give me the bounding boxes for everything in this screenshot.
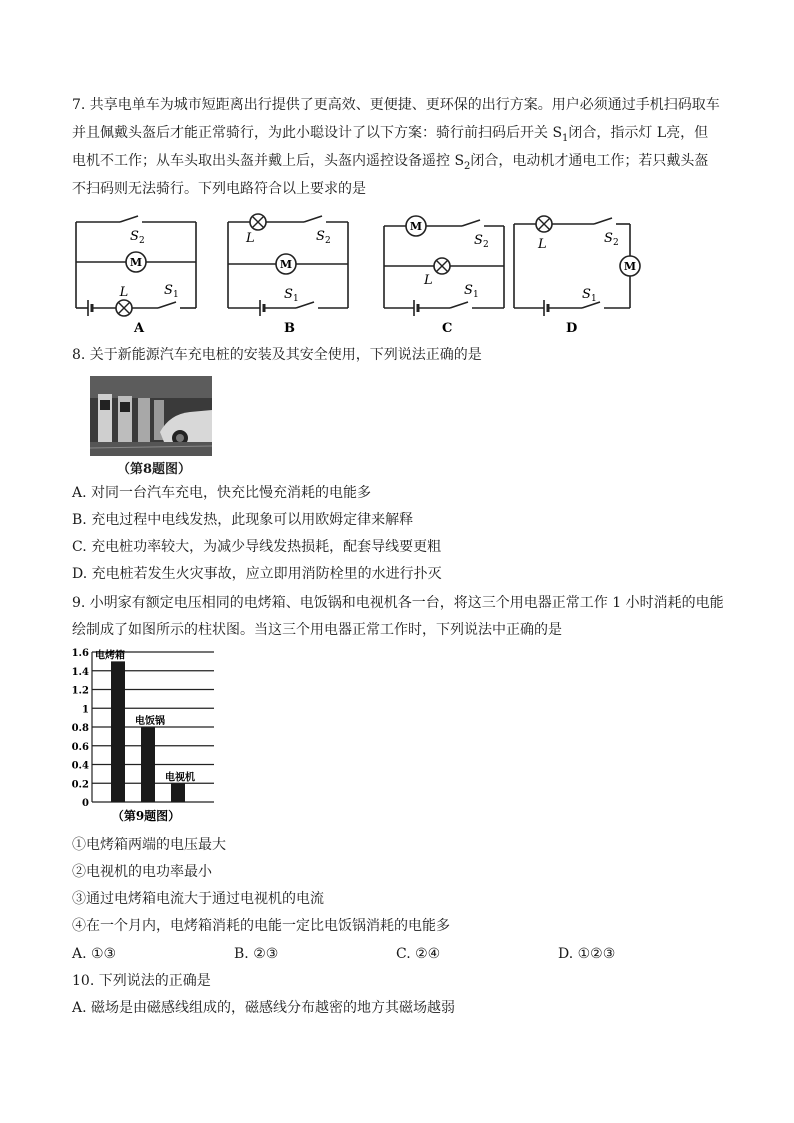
subscript: 1 (591, 294, 597, 304)
subscript: 1 (473, 290, 479, 300)
q8-option-a: A. 对同一台汽车充电，快充比慢充消耗的电能多 (72, 485, 372, 501)
q8-option-c: C. 充电桩功率较大，为减少导线发热损耗，配套导线要更粗 (72, 539, 442, 555)
switch-label: S (604, 231, 613, 246)
bar-chart-svg (71, 646, 226, 830)
lamp-icon (536, 216, 552, 232)
switch-label: S (316, 229, 325, 244)
lamp-label: L (119, 285, 129, 300)
charging-station-photo (90, 376, 212, 456)
circuit-a (72, 214, 202, 336)
q8-option-b: B. 充电过程中电线发热，此现象可以用欧姆定律来解释 (72, 512, 414, 528)
lamp-icon (116, 300, 132, 316)
bar (111, 661, 125, 802)
figure-8-caption: （第8题图） (117, 462, 192, 477)
q9-line-1: 9. 小明家有额定电压相同的电烤箱、电饭锅和电视机各一台，将这三个用电器正常工作 1 小时消耗的电能 (72, 595, 724, 611)
figure-9-caption: （第9题图） (111, 809, 181, 823)
circuit-d (508, 214, 642, 336)
switch-label: S (464, 283, 473, 298)
q8-stem: 8. 关于新能源汽车充电桩的安装及其安全使用，下列说法正确的是 (72, 347, 482, 363)
q7-line-4: 不扫码则无法骑行。下列电路符合以上要求的是 (72, 181, 366, 197)
q10-option-a: A. 磁场是由磁感线组成的，磁感线分布越密的地方其磁场越弱 (72, 1000, 456, 1016)
y-tick-label: 1.2 (71, 685, 89, 697)
option-d-label: D (566, 321, 578, 336)
y-tick-label: 1.4 (71, 666, 89, 678)
q7-line-3-text: 闭合，电动机才通电工作；若只戴头盔 (470, 153, 709, 169)
motor-label: M (129, 256, 143, 269)
energy-bar-chart (71, 646, 226, 834)
subscript: 2 (464, 160, 471, 172)
y-tick-label: 0.4 (71, 760, 89, 772)
lamp-label: L (424, 273, 433, 288)
switch-label: S (474, 233, 483, 248)
y-tick-label: 0.8 (71, 723, 89, 734)
y-tick-label: 1.6 (71, 648, 89, 659)
motor-label: M (409, 220, 423, 233)
q7-line-2-text: 闭合，指示灯 L亮，但 (568, 125, 709, 141)
motor-label: M (623, 260, 637, 273)
q7-line-2-text: 并且佩戴头盔后才能正常骑行，为此小聪设计了以下方案：骑行前扫码后开关 S (72, 125, 563, 141)
circuit-b (222, 214, 352, 336)
bar-label: 电视机 (165, 772, 195, 784)
option-a-label: A (134, 321, 145, 336)
option-b-label: B (284, 321, 295, 336)
bar (141, 727, 155, 802)
y-tick-label: 0.2 (71, 779, 89, 791)
subscript: 1 (562, 132, 569, 144)
q9-statement-3: ③通过电烤箱电流大于通过电视机的电流 (72, 891, 324, 907)
subscript: 2 (613, 238, 619, 248)
q9-statement-4: ④在一个月内，电烤箱消耗的电能一定比电饭锅消耗的电能多 (72, 918, 450, 934)
q10-stem: 10. 下列说法的正确是 (72, 973, 211, 989)
subscript: 1 (293, 294, 299, 304)
q9-option-b: B. ②③ (234, 946, 279, 962)
q9-statement-1: ①电烤箱两端的电压最大 (72, 837, 226, 853)
lamp-icon (250, 214, 266, 230)
switch-label: S (284, 287, 293, 302)
subscript: 2 (139, 236, 145, 246)
y-tick-label: 0.6 (71, 741, 89, 753)
subscript: 2 (325, 236, 331, 246)
bar-label: 电烤箱 (95, 650, 125, 662)
subscript: 2 (483, 240, 489, 250)
subscript: 1 (173, 290, 179, 300)
option-c-label: C (442, 321, 453, 336)
y-tick-label: 1 (82, 704, 89, 716)
q9-option-c: C. ②④ (396, 946, 441, 962)
q7-line-3-text: 电机不工作；从车头取出头盔并戴上后，头盔内遥控设备遥控 S (72, 153, 465, 169)
lamp-icon (434, 258, 450, 274)
switch-label: S (164, 283, 173, 298)
lamp-label: L (246, 231, 255, 246)
y-tick-label: 0 (82, 798, 89, 809)
q9-line-2: 绘制成了如图所示的柱状图。当这三个用电器正常工作时，下列说法中正确的是 (72, 622, 562, 638)
bar (171, 783, 185, 802)
q7-line-3 (72, 152, 708, 176)
q9-option-d: D. ①②③ (558, 946, 616, 962)
switch-label: S (130, 229, 139, 244)
q7-line-2 (72, 124, 708, 148)
q9-statement-2: ②电视机的电功率最小 (72, 864, 212, 880)
bar-layer (95, 648, 195, 802)
q7-line-1: 7. 共享电单车为城市短距离出行提供了更高效、更便捷、更环保的出行方案。用户必须通过手机扫码取车 (72, 97, 720, 113)
q9-option-a: A. ①③ (72, 946, 117, 962)
lamp-label: L (538, 237, 547, 252)
q8-option-d: D. 充电桩若发生火灾事故，应立即用消防栓里的水进行扑灭 (72, 566, 442, 582)
bar-label: 电饭锅 (135, 716, 165, 727)
motor-label: M (279, 258, 293, 271)
circuit-c (378, 214, 508, 336)
switch-label: S (582, 287, 591, 302)
